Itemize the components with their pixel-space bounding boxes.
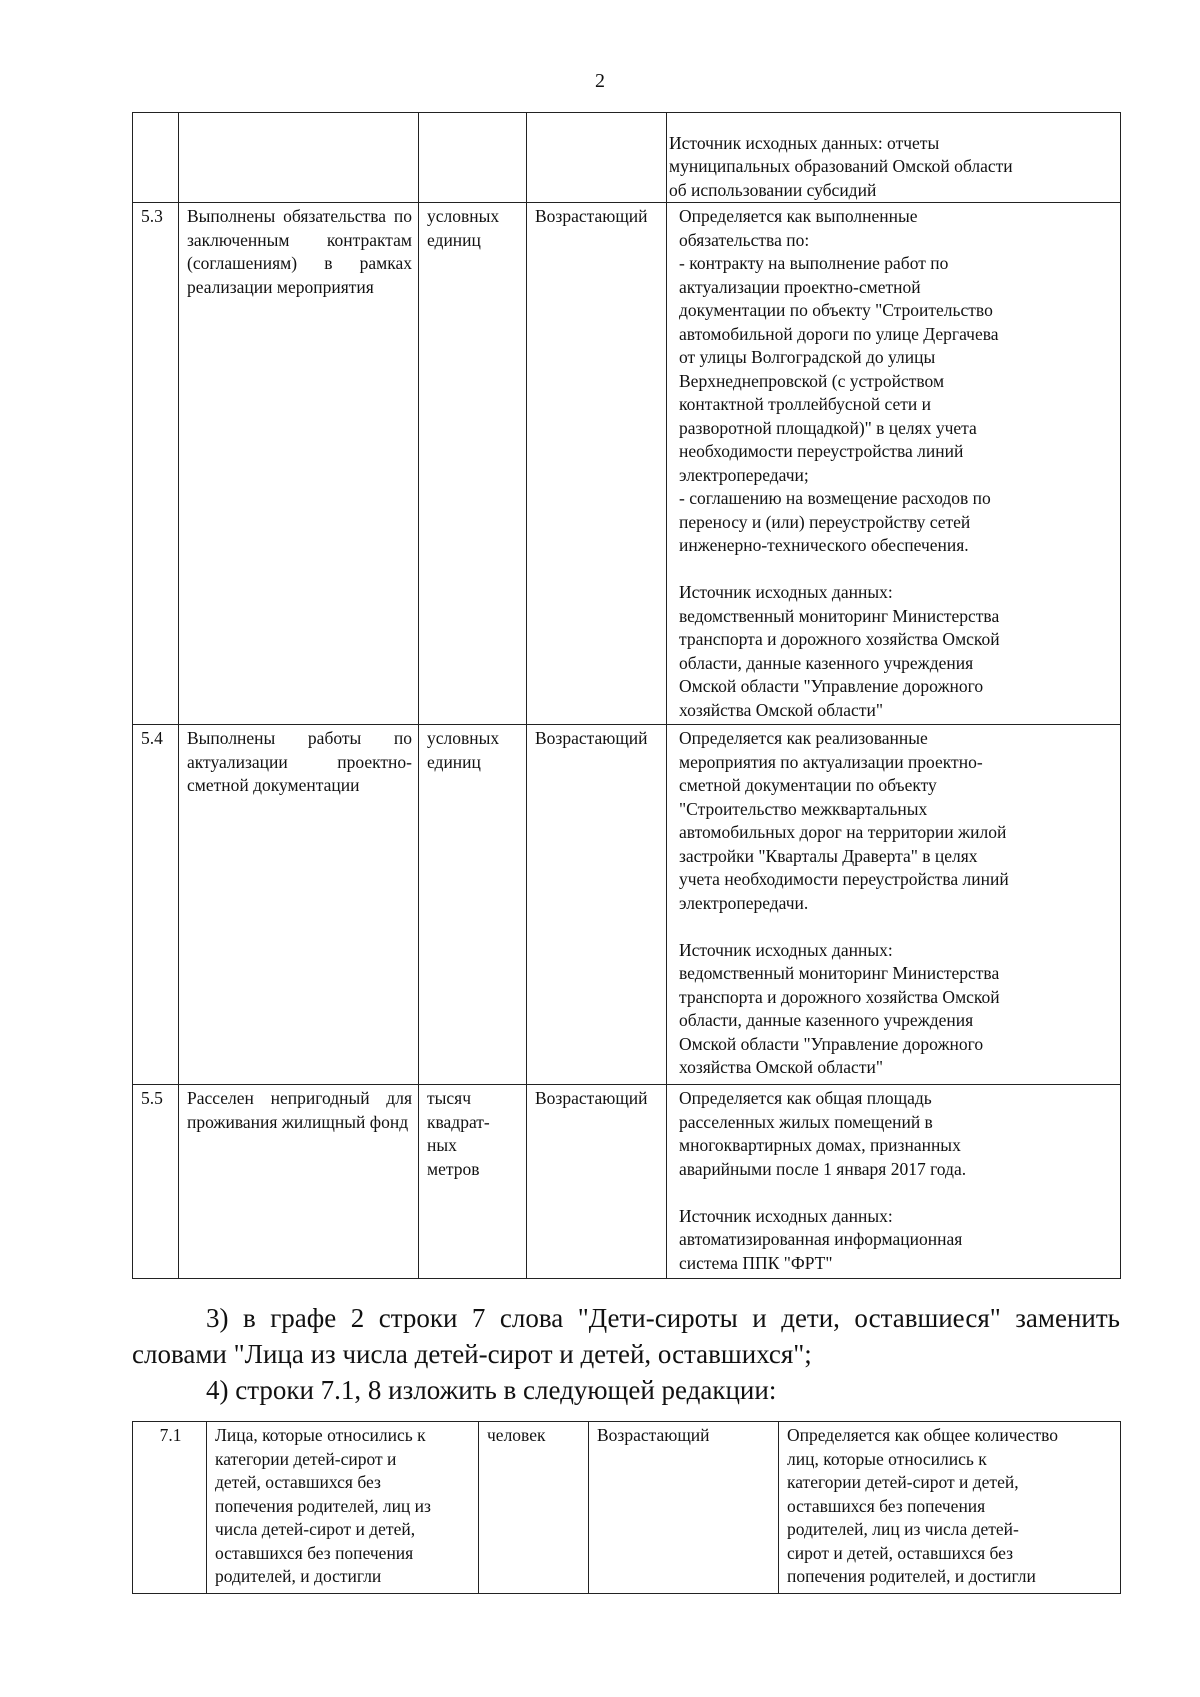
unit-cell	[419, 113, 527, 203]
name-line: Лица, которые относились к	[215, 1425, 426, 1445]
table-row	[133, 725, 1121, 1085]
desc-line: Источник исходных данных:	[679, 582, 893, 602]
page-number: 2	[595, 70, 605, 92]
indicator-name: Расселен непригодный для проживания жилищный фонд	[187, 1088, 412, 1132]
row-number-cell	[133, 113, 179, 203]
desc-line: Источник исходных данных:	[679, 939, 893, 960]
desc-line: Омской области "Управление дорожного	[679, 676, 984, 696]
desc-line: мероприятия по актуализации проектно-	[679, 751, 983, 772]
trend-cell: Возрастающий	[589, 1422, 779, 1594]
desc-line: - контракту на выполнение работ по	[679, 253, 949, 273]
description-cell	[667, 1085, 1121, 1279]
desc-line: сметной документации по объекту	[679, 775, 937, 795]
name-line: числа детей-сирот и детей,	[215, 1519, 416, 1539]
desc-line: лиц, которые относились к	[787, 1448, 987, 1469]
unit-cell: условных единиц	[419, 203, 527, 725]
desc-line: области, данные казенного учреждения	[679, 652, 974, 673]
desc-line: транспорта и дорожного хозяйства Омской	[679, 629, 1000, 649]
indicator-name: Выполнены обязательства по заключенным контрактам (соглашениям) в рамках реализации мероприятия	[187, 206, 412, 297]
table-row	[133, 113, 1121, 203]
row-number-cell: 5.4	[133, 725, 179, 1085]
paragraph-4: 4) строки 7.1, 8 изложить в следующей редакции:	[206, 1375, 777, 1405]
desc-line: инженерно-технического обеспечения.	[679, 535, 969, 555]
desc-line: Верхнеднепровской (с устройством	[679, 370, 945, 391]
desc-line: оставшихся без попечения	[787, 1495, 986, 1516]
indicator-name-cell	[179, 1085, 419, 1279]
desc-line: Определяется как общее количество	[787, 1425, 1059, 1445]
desc-line: контактной троллейбусной сети и	[679, 394, 931, 414]
desc-line: Определяется как реализованные	[679, 728, 928, 748]
desc-line: документации по объекту "Строительство	[679, 300, 993, 320]
trend-cell: Возрастающий	[527, 203, 667, 725]
desc-line: автомобильной дороги по улице Дергачева	[679, 323, 999, 344]
name-line: оставшихся без попечения	[215, 1542, 414, 1563]
desc-line: многоквартирных домах, признанных	[679, 1135, 961, 1155]
indicator-name-cell	[179, 113, 419, 203]
desc-line: учета необходимости переустройства линий	[679, 869, 1009, 889]
desc-line: Определяется как выполненные	[679, 206, 918, 226]
desc-line: застройки "Кварталы Драверта" в целях	[679, 845, 978, 866]
blank-line	[679, 915, 1114, 939]
table-row	[133, 1422, 1121, 1594]
desc-line: актуализации проектно-сметной	[679, 276, 921, 297]
table-row	[133, 1085, 1121, 1279]
desc-line: транспорта и дорожного хозяйства Омской	[679, 986, 1000, 1007]
desc-line: система ППК "ФРТ"	[679, 1252, 833, 1273]
desc-line: расселенных жилых помещений в	[679, 1111, 933, 1132]
name-line: родителей, и достигли	[215, 1566, 382, 1586]
desc-line: Источник исходных данных: отчеты	[669, 132, 940, 153]
desc-line: разворотной площадкой)" в целях учета	[679, 417, 977, 438]
desc-line: Источник исходных данных:	[679, 1205, 893, 1226]
name-line: детей, оставшихся без	[215, 1472, 381, 1492]
desc-line: хозяйства Омской области"	[679, 699, 883, 720]
trend-cell: Возрастающий	[527, 1085, 667, 1279]
blank-line	[679, 558, 1114, 582]
description-cell	[779, 1422, 1121, 1594]
description-cell	[667, 725, 1121, 1085]
paragraph-3-line-1: 3) в графе 2 строки 7 слова "Дети-сироты и дети, оставшиеся" заменить	[206, 1303, 1120, 1333]
table-row	[133, 203, 1121, 725]
unit-cell: человек	[479, 1422, 589, 1594]
desc-line: автомобильных дорог на территории жилой	[679, 822, 1007, 842]
indicator-name: Выполнены работы по актуализации проектно-сметной документации	[187, 728, 412, 795]
desc-line: ведомственный мониторинг Министерства	[679, 605, 1000, 626]
desc-line: - соглашению на возмещение расходов по	[679, 488, 991, 508]
desc-line: "Строительство межквартальных	[679, 798, 928, 819]
trend-cell: Возрастающий	[527, 725, 667, 1085]
desc-line: сирот и детей, оставшихся без	[787, 1542, 1014, 1563]
indicators-table	[132, 112, 1121, 1279]
indicator-name-cell	[179, 203, 419, 725]
desc-line: автоматизированная информационная	[679, 1229, 963, 1249]
desc-line: родителей, лиц из числа детей-	[787, 1519, 1019, 1539]
desc-line: об использовании субсидий	[669, 179, 877, 200]
unit-cell	[419, 1085, 527, 1279]
replacement-rows-table	[132, 1421, 1121, 1594]
row-number-cell: 7.1	[133, 1422, 207, 1594]
row-number-cell: 5.5	[133, 1085, 179, 1279]
unit-text: тысяч квадрат-ных метров	[427, 1088, 490, 1179]
name-line: категории детей-сирот и	[215, 1448, 397, 1469]
name-line: попечения родителей, лиц из	[215, 1495, 431, 1516]
unit-cell: условных единиц	[419, 725, 527, 1085]
paragraph-3-line-2: словами "Лица из числа детей-сирот и детей, оставшихся";	[132, 1339, 812, 1369]
desc-line: электропередачи;	[679, 464, 809, 485]
desc-line: Омской области "Управление дорожного	[679, 1033, 984, 1054]
desc-line: от улицы Волгоградской до улицы	[679, 347, 936, 367]
desc-line: Определяется как общая площадь	[679, 1088, 932, 1108]
description-cell	[667, 113, 1121, 203]
description-cell	[667, 203, 1121, 725]
desc-line: муниципальных образований Омской области	[669, 156, 1013, 176]
desc-line: переносу и (или) переустройству сетей	[679, 511, 971, 532]
desc-line: необходимости переустройства линий	[679, 441, 964, 461]
trend-cell	[527, 113, 667, 203]
desc-line: ведомственный мониторинг Министерства	[679, 963, 1000, 983]
row-number-cell: 5.3	[133, 203, 179, 725]
desc-line: аварийными после 1 января 2017 года.	[679, 1158, 967, 1179]
desc-line: области, данные казенного учреждения	[679, 1010, 974, 1030]
blank-line	[679, 1181, 1114, 1205]
desc-line: обязательства по:	[679, 229, 810, 250]
indicator-name-cell	[179, 725, 419, 1085]
desc-line: категории детей-сирот и детей,	[787, 1472, 1019, 1492]
desc-line: хозяйства Омской области"	[679, 1057, 883, 1077]
indicator-name-cell	[207, 1422, 479, 1594]
desc-line: электропередачи.	[679, 892, 809, 913]
desc-line: попечения родителей, и достигли	[787, 1566, 1036, 1586]
